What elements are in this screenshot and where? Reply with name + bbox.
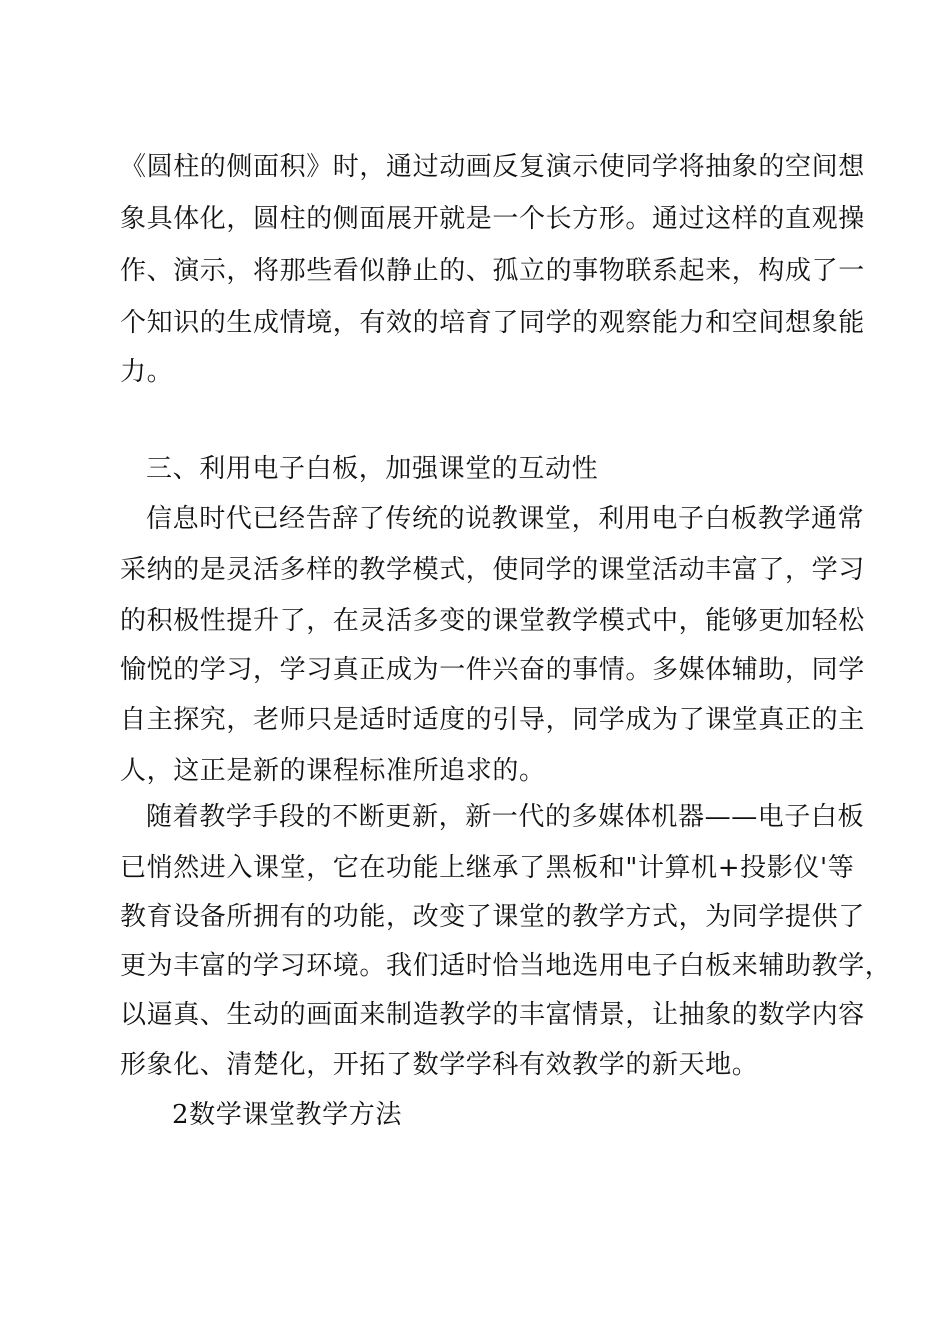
- paragraph-3-line-2: 已悄然进入课堂，它在功能上继承了黑板和"计算机+投影仪'等: [120, 853, 855, 883]
- paragraph-2-line-3: 的积极性提升了，在灵活多变的课堂教学模式中，能够更加轻松: [120, 606, 865, 636]
- paragraph-2-line-6: 人，这正是新的课程标准所追求的。: [120, 756, 546, 786]
- paragraph-1-line-2: 象具体化，圆柱的侧面展开就是一个长方形。通过这样的直观操: [120, 204, 865, 234]
- paragraph-2-line-5: 自主探究，老师只是适时适度的引导，同学成为了课堂真正的主: [120, 705, 865, 735]
- section-heading-3: 三、利用电子白板，加强课堂的互动性: [146, 454, 599, 484]
- paragraph-1-line-3: 作、演示，将那些看似静止的、孤立的事物联系起来，构成了一: [120, 256, 865, 286]
- paragraph-3-line-6: 形象化、清楚化，开拓了数学学科有效教学的新天地。: [120, 1050, 759, 1080]
- paragraph-1-line-4: 个知识的生成情境，有效的培育了同学的观察能力和空间想象能: [120, 308, 865, 338]
- paragraph-3-line-5: 以逼真、生动的画面来制造教学的丰富情景，让抽象的数学内容: [120, 1000, 865, 1030]
- section-2-title: 2数学课堂教学方法: [172, 1100, 402, 1130]
- paragraph-2-line-4: 愉悦的学习，学习真正成为一件兴奋的事情。多媒体辅助，同学: [120, 655, 865, 685]
- paragraph-1-line-5: 力。: [120, 357, 174, 387]
- paragraph-2-line-1: 信息时代已经告辞了传统的说教课堂，利用电子白板教学通常: [146, 504, 865, 534]
- paragraph-1-line-1: 《圆柱的侧面积》时，通过动画反复演示使同学将抽象的空间想: [120, 152, 865, 182]
- paragraph-3-line-3: 教育设备所拥有的功能，改变了课堂的教学方式，为同学提供了: [120, 902, 865, 932]
- paragraph-2-line-2: 采纳的是灵活多样的教学模式，使同学的课堂活动丰富了，学习: [120, 555, 865, 585]
- paragraph-3-line-4: 更为丰富的学习环境。我们适时恰当地选用电子白板来辅助教学，: [120, 951, 892, 981]
- paragraph-3-line-1: 随着教学手段的不断更新，新一代的多媒体机器——电子白板: [146, 802, 865, 832]
